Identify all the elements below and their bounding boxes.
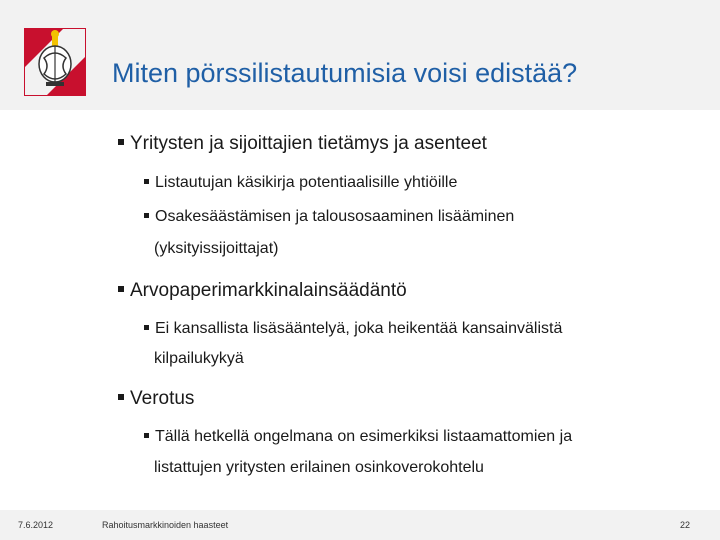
- bullet-continuation: (yksityissijoittajat): [154, 240, 279, 257]
- bullet-level1: [118, 280, 407, 302]
- bullet-text: Listautujan käsikirja potentiaalisille yhtiöille: [155, 174, 458, 191]
- header-band: [0, 0, 720, 110]
- bullet-text: Tällä hetkellä ongelmana on esimerkiksi listaamattomien ja: [155, 428, 573, 445]
- bullet-continuation: kilpailukykyä: [154, 350, 244, 367]
- bullet-text: Yritysten ja sijoittajien tietämys ja asenteet: [130, 133, 487, 154]
- slide-title: Miten pörssilistautumisia voisi edistää?: [112, 58, 578, 88]
- bullet-level1: [118, 388, 194, 410]
- footer-source: Rahoitusmarkkinoiden haasteet: [102, 520, 229, 530]
- bullet-level2: [144, 428, 572, 446]
- bullet-text: Arvopaperimarkkinalainsäädäntö: [130, 280, 407, 301]
- page-number: 22: [680, 520, 691, 530]
- bullet-marker-icon: [144, 179, 149, 184]
- bullet-level2: [144, 320, 562, 338]
- bullet-level2: [144, 174, 457, 192]
- bullet-level1: [118, 133, 487, 155]
- bullet-text: Osakesäästämisen ja talousosaaminen lisääminen: [155, 208, 515, 225]
- bullet-text: Ei kansallista lisäsääntelyä, joka heikentää kansainvälistä: [155, 320, 563, 337]
- bullet-marker-icon: [144, 433, 149, 438]
- footer-date: 7.6.2012: [18, 520, 54, 530]
- bullet-marker-icon: [144, 325, 149, 330]
- bullet-text: Verotus: [130, 388, 195, 409]
- bullet-marker-icon: [118, 394, 124, 400]
- bullet-marker-icon: [118, 286, 124, 292]
- bullet-continuation: listattujen yritysten erilainen osinkoverokohtelu: [154, 459, 484, 476]
- bullet-level2: [144, 208, 514, 226]
- logo-emblem: [24, 28, 86, 96]
- bullet-marker-icon: [118, 139, 124, 145]
- bullet-marker-icon: [144, 213, 149, 218]
